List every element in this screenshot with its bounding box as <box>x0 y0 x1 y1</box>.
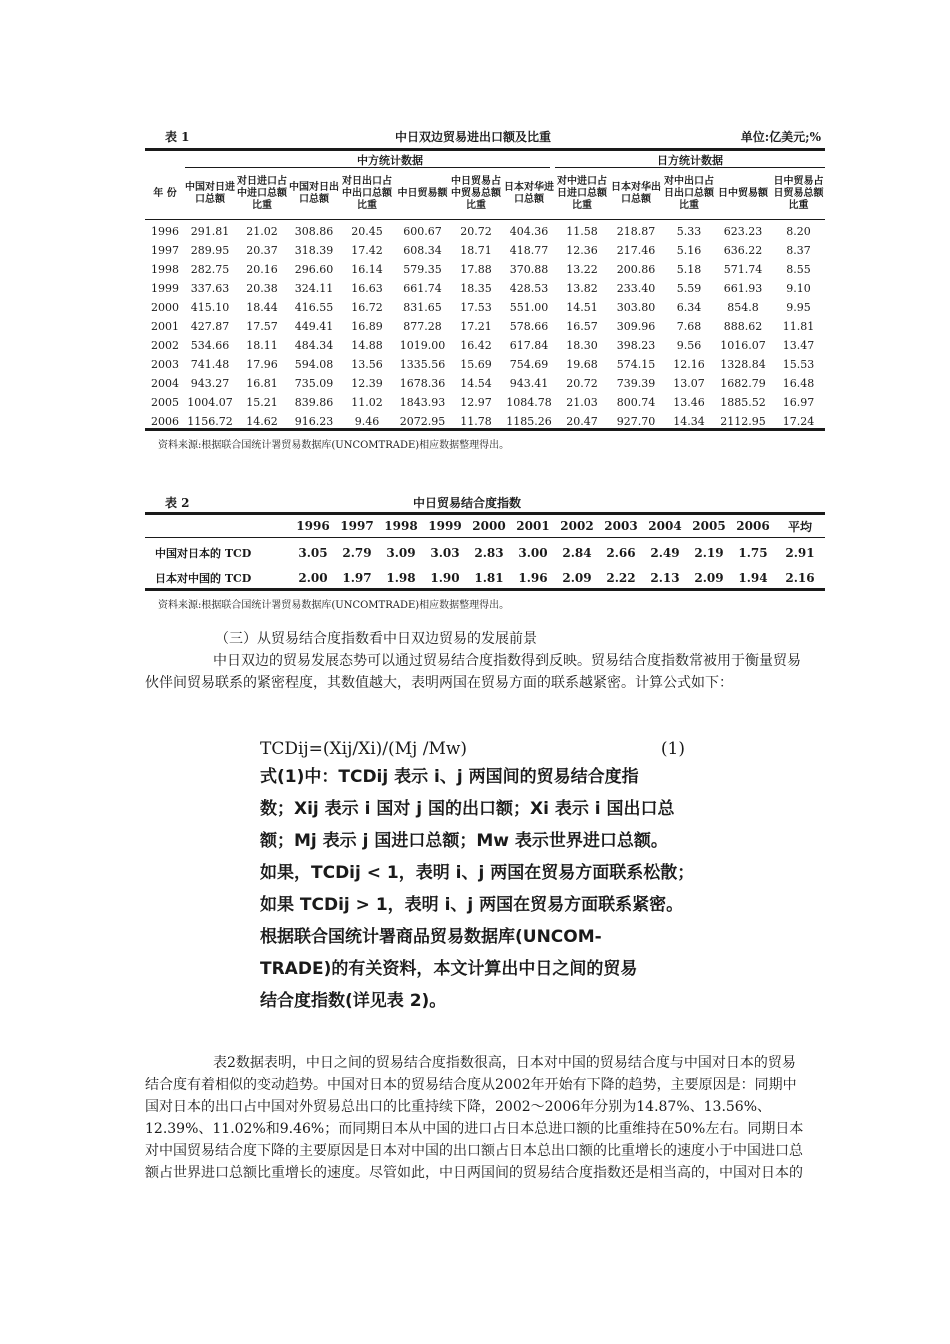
table1-value-cell: 18.30 <box>566 339 598 352</box>
table2-value-cell: 2.13 <box>650 570 680 585</box>
table1-value-cell: 16.14 <box>351 263 383 276</box>
table1-value-cell: 1084.78 <box>506 396 552 409</box>
table1-value-cell: 16.81 <box>246 377 278 390</box>
table1-value-cell: 217.46 <box>616 244 656 257</box>
table1-value-cell: 1019.00 <box>399 339 446 352</box>
table2-value-cell: 1.90 <box>430 570 460 585</box>
table1-value-cell: 415.10 <box>190 301 230 314</box>
table2-value-cell: 1.94 <box>738 570 768 585</box>
table1-value-cell: 594.08 <box>294 358 334 371</box>
table1-value-cell: 1328.84 <box>720 358 766 371</box>
table1-value-cell: 1682.79 <box>720 377 766 390</box>
table1-value-cell: 1843.93 <box>399 396 446 409</box>
formula-text-line: 数；Xij 表示 i 国对 j 国的出口额；Xi 表示 i 国出口总 <box>260 799 675 819</box>
table1-value-cell: 1678.36 <box>399 377 446 390</box>
table1-year-cell: 2006 <box>151 415 179 428</box>
table1-value-cell: 16.97 <box>782 396 815 409</box>
table1-year-cell: 2003 <box>151 358 179 371</box>
table1-value-cell: 636.22 <box>723 244 763 257</box>
table1-value-cell: 218.87 <box>616 225 656 238</box>
table1-group-jp: 日方统计数据 <box>657 154 723 167</box>
table1-value-cell: 428.53 <box>509 282 549 295</box>
table1-value-cell: 5.33 <box>676 225 702 238</box>
table1-value-cell: 11.02 <box>351 396 383 409</box>
table1-header-row <box>145 169 825 219</box>
table1-value-cell: 309.96 <box>616 320 656 333</box>
table1-value-cell: 418.77 <box>509 244 549 257</box>
table1-value-cell: 579.35 <box>403 263 442 276</box>
table2-header-cell: 1997 <box>340 519 374 533</box>
table-row <box>145 260 825 279</box>
table1-value-cell: 741.48 <box>190 358 230 371</box>
table1-value-cell: 9.46 <box>354 415 380 428</box>
table1-value-cell: 8.37 <box>786 244 811 257</box>
table1-value-cell: 574.15 <box>616 358 656 371</box>
formula-text-line: 结合度指数(详见表 2)。 <box>260 991 447 1011</box>
formula-text-line: 如果，TCDij < 1，表明 i、j 两国在贸易方面联系松散； <box>260 863 695 883</box>
table1-value-cell: 18.11 <box>246 339 278 352</box>
table1-value-cell: 17.96 <box>246 358 278 371</box>
table1-value-cell: 12.16 <box>673 358 705 371</box>
table1-value-cell: 19.68 <box>566 358 598 371</box>
table1-value-cell: 17.42 <box>351 244 383 257</box>
table1-value-cell: 1885.52 <box>720 396 766 409</box>
table1-value-cell: 661.74 <box>403 282 442 295</box>
table1-header-cell: 对日进口占中进口总额比重 <box>237 176 287 211</box>
table1-value-cell: 20.45 <box>351 225 383 238</box>
table1-value-cell: 16.72 <box>351 301 383 314</box>
table-row <box>145 317 825 336</box>
table1-value-cell: 608.34 <box>403 244 442 257</box>
table-row <box>145 336 825 355</box>
table1-value-cell: 13.47 <box>782 339 815 352</box>
table1-year-cell: 2004 <box>151 377 179 390</box>
table1-value-cell: 296.60 <box>294 263 334 276</box>
formula-text-line: TRADE)的有关资料，本文计算出中日之间的贸易 <box>260 959 638 979</box>
table1-value-cell: 5.18 <box>676 263 702 276</box>
table1-group-cn-rule <box>185 167 550 168</box>
table1-value-cell: 282.75 <box>190 263 230 276</box>
table1-year-cell: 1999 <box>151 282 179 295</box>
table1-group-cn: 中方统计数据 <box>357 154 423 167</box>
table2-value-cell: 3.03 <box>430 545 460 560</box>
table1-value-cell: 888.62 <box>723 320 763 333</box>
table1-value-cell: 14.54 <box>460 377 492 390</box>
table1-value-cell: 21.02 <box>246 225 278 238</box>
table1-value-cell: 289.95 <box>190 244 230 257</box>
table1-value-cell: 578.66 <box>509 320 549 333</box>
table1-value-cell: 5.59 <box>676 282 702 295</box>
table1-bottom-rule <box>145 428 825 431</box>
table1-title: 中日双边贸易进出口额及比重 <box>395 130 552 144</box>
table2 <box>145 515 825 590</box>
table1-group-jp-rule <box>555 167 825 168</box>
table1-unit: 单位:亿美元;% <box>740 130 821 144</box>
table1-value-cell: 754.69 <box>509 358 549 371</box>
table2-header-cell: 2001 <box>516 519 550 533</box>
table1-value-cell: 318.39 <box>294 244 334 257</box>
table1-value-cell: 17.21 <box>460 320 492 333</box>
table1-value-cell: 337.63 <box>190 282 230 295</box>
table1-value-cell: 11.81 <box>782 320 815 333</box>
table1-value-cell: 9.56 <box>676 339 702 352</box>
table2-bottom-rule <box>145 588 825 591</box>
table1-value-cell: 13.46 <box>673 396 705 409</box>
table1-value-cell: 1016.07 <box>720 339 766 352</box>
table1-year-cell: 1997 <box>151 244 179 257</box>
table1-value-cell: 1185.26 <box>506 415 552 428</box>
table1-value-cell: 14.62 <box>246 415 278 428</box>
table1-value-cell: 21.03 <box>566 396 598 409</box>
table1-value-cell: 308.86 <box>294 225 334 238</box>
table1-value-cell: 12.39 <box>351 377 383 390</box>
table2-header-rule <box>145 537 825 538</box>
table1-value-cell: 20.47 <box>566 415 598 428</box>
table1-header-cell: 中日贸易占中贸易总额比重 <box>451 176 501 211</box>
table1-header-cell: 中国对日出口总额 <box>289 182 339 205</box>
table1-value-cell: 16.48 <box>782 377 815 390</box>
table1-value-cell: 16.63 <box>351 282 383 295</box>
paragraph-2: 表2数据表明，中日之间的贸易结合度指数很高，日本对中国的贸易结合度与中国对日本的贸易结合度有着相似的变动趋势。中国对日本的贸易结合度从2002年开始有下降的趋势，主要原因是：同期中国对日本的出口占中国对外贸易总出口的比重持续下降，2002～2006年分别为14.87%、13.56%、12.39%、11.02%和9.46%；而同期日本从中国的进口占日本总进口额的比重维持在50%左右。同期日本对中国贸易结合度下降的主要原因是日本对中国的出口额占日本总出口额的比重增长的速度小于中国进口总额占世界进口总额比重增长的速度。尽管如此，中日两国间的贸易结合度指数还是相当高的，中国对日本的 <box>145 1055 804 1181</box>
table1-value-cell: 324.11 <box>294 282 334 295</box>
table1-value-cell: 534.66 <box>190 339 230 352</box>
formula-block <box>260 733 695 1017</box>
table1-value-cell: 18.44 <box>246 301 278 314</box>
formula-text-line: 根据联合国统计署商品贸易数据库(UNCOM- <box>260 927 602 947</box>
table1-value-cell: 943.41 <box>509 377 549 390</box>
table2-header-row <box>145 515 825 537</box>
table2-header-cell: 1999 <box>428 519 462 533</box>
table1-year-cell: 1998 <box>151 263 179 276</box>
table1-value-cell: 15.21 <box>246 396 278 409</box>
table1-value-cell: 404.36 <box>509 225 549 238</box>
table2-value-cell: 1.96 <box>518 570 548 585</box>
table2-value-cell: 1.97 <box>342 570 372 585</box>
table1-value-cell: 916.23 <box>294 415 334 428</box>
table1-value-cell: 398.23 <box>616 339 656 352</box>
section-heading: （三）从贸易结合度指数看中日双边贸易的发展前景 <box>215 631 537 647</box>
table-row <box>145 374 825 393</box>
table1-value-cell: 20.16 <box>246 263 278 276</box>
table1-value-cell: 8.55 <box>786 263 811 276</box>
table1-value-cell: 617.84 <box>509 339 549 352</box>
table2-caption <box>145 494 825 510</box>
table2-row-label: 中国对日本的 TCD <box>155 546 252 560</box>
table1-value-cell: 20.38 <box>246 282 278 295</box>
table1-top-rule <box>145 148 825 151</box>
table-row <box>145 565 825 590</box>
table2-value-cell: 1.81 <box>474 570 504 585</box>
table1-value-cell: 18.35 <box>460 282 492 295</box>
table1-value-cell: 20.72 <box>460 225 492 238</box>
table2-header-cell: 2006 <box>736 519 770 533</box>
table2-value-cell: 2.16 <box>785 570 815 585</box>
table1-value-cell: 839.86 <box>294 396 334 409</box>
table2-title: 中日贸易结合度指数 <box>413 496 522 510</box>
table1-value-cell: 370.88 <box>509 263 549 276</box>
table1-year-cell: 2005 <box>151 396 179 409</box>
formula-number: (1) <box>660 739 685 759</box>
table1-value-cell: 739.39 <box>616 377 656 390</box>
table1-value-cell: 20.72 <box>566 377 598 390</box>
table2-header-cell: 2003 <box>604 519 638 533</box>
table1-header-cell: 对中出口占日出口总额比重 <box>664 176 714 211</box>
table1-value-cell: 735.09 <box>294 377 334 390</box>
table1-header-cell: 年 份 <box>153 188 177 199</box>
table2-value-cell: 2.09 <box>562 570 592 585</box>
table1-value-cell: 800.74 <box>616 396 656 409</box>
table-row <box>145 298 825 317</box>
table1-value-cell: 449.41 <box>294 320 334 333</box>
paragraph-1: 中日双边的贸易发展态势可以通过贸易结合度指数得到反映。贸易结合度指数常被用于衡量贸易伙伴间贸易联系的紧密程度，其数值越大，表明两国在贸易方面的联系越紧密。计算公式如下： <box>145 653 801 691</box>
formula-equation-row <box>260 733 685 759</box>
table1-value-cell: 661.93 <box>723 282 763 295</box>
table1-value-cell: 14.88 <box>351 339 383 352</box>
table2-value-cell: 2.79 <box>342 545 372 560</box>
formula-equation: TCDij=(Xij/Xi)/(Mj /Mw) <box>260 739 468 759</box>
table1-header-rule <box>145 219 825 220</box>
table1-value-cell: 15.69 <box>460 358 492 371</box>
table1-value-cell: 854.8 <box>727 301 759 314</box>
table2-value-cell: 2.09 <box>694 570 724 585</box>
table1-value-cell: 1335.56 <box>399 358 446 371</box>
table1-value-cell: 551.00 <box>509 301 549 314</box>
table2-source: 资料来源:根据联合国统计署贸易数据库(UNCOMTRADE)相应数据整理得出。 <box>158 600 510 611</box>
table2-header-cell: 2000 <box>472 519 506 533</box>
table2-value-cell: 2.49 <box>650 545 680 560</box>
table1-header-cell: 中国对日进口总额 <box>185 182 235 205</box>
table1-value-cell: 1156.72 <box>187 415 233 428</box>
table1-label: 表 1 <box>165 130 190 144</box>
table1-value-cell: 16.57 <box>566 320 598 333</box>
table1-value-cell: 13.56 <box>351 358 383 371</box>
table1-value-cell: 2112.95 <box>720 415 766 428</box>
table1-value-cell: 831.65 <box>403 301 442 314</box>
table1-value-cell: 291.81 <box>190 225 230 238</box>
table1-value-cell: 600.67 <box>403 225 442 238</box>
table-row <box>145 241 825 260</box>
table1-value-cell: 11.58 <box>566 225 598 238</box>
table1 <box>145 169 825 431</box>
table-row <box>145 219 825 241</box>
table1-year-cell: 1996 <box>151 225 179 238</box>
table2-value-cell: 2.91 <box>785 545 815 560</box>
table1-value-cell: 9.10 <box>786 282 811 295</box>
table1-value-cell: 13.22 <box>566 263 598 276</box>
table1-header-cell: 对日出口占中出口总额比重 <box>342 176 392 211</box>
table1-value-cell: 943.27 <box>190 377 230 390</box>
table1-year-cell: 2001 <box>151 320 179 333</box>
table1-value-cell: 11.78 <box>460 415 492 428</box>
table1-value-cell: 16.89 <box>351 320 383 333</box>
table1-value-cell: 1004.07 <box>187 396 233 409</box>
table-row <box>145 537 825 565</box>
table2-header-cell: 平均 <box>787 519 812 534</box>
table2-value-cell: 2.84 <box>562 545 592 560</box>
table1-value-cell: 233.40 <box>616 282 656 295</box>
table1-value-cell: 16.42 <box>460 339 492 352</box>
table2-header-cell <box>145 515 291 537</box>
table1-value-cell: 17.57 <box>246 320 278 333</box>
table1-value-cell: 200.86 <box>616 263 656 276</box>
table2-header-cell: 2005 <box>692 519 726 533</box>
table1-value-cell: 427.87 <box>190 320 230 333</box>
table1-header-cell: 日本对华进口总额 <box>504 182 554 205</box>
table2-value-cell: 3.00 <box>518 545 548 560</box>
table1-value-cell: 18.71 <box>460 244 492 257</box>
table1-value-cell: 13.07 <box>673 377 705 390</box>
table-row <box>145 355 825 374</box>
table1-caption <box>145 128 825 146</box>
table1-value-cell: 7.68 <box>676 320 702 333</box>
table2-header-cell: 2004 <box>648 519 682 533</box>
table1-value-cell: 6.34 <box>676 301 702 314</box>
table1-value-cell: 5.16 <box>676 244 702 257</box>
table2-value-cell: 3.05 <box>298 545 328 560</box>
table1-source: 资料来源:根据联合国统计署贸易数据库(UNCOMTRADE)相应数据整理得出。 <box>158 440 510 451</box>
table1-value-cell: 416.55 <box>294 301 334 314</box>
table1-header-cell: 日本对华出口总额 <box>611 182 661 205</box>
table1-year-cell: 2002 <box>151 339 179 352</box>
table1-value-cell: 927.70 <box>616 415 656 428</box>
table2-row-label: 日本对中国的 TCD <box>155 571 252 585</box>
table2-header-cell: 1996 <box>296 519 330 533</box>
table2-header-cell: 1998 <box>384 519 418 533</box>
table1-value-cell: 17.88 <box>460 263 492 276</box>
table1-value-cell: 17.53 <box>460 301 492 314</box>
table2-value-cell: 2.66 <box>606 545 636 560</box>
table1-value-cell: 12.36 <box>566 244 598 257</box>
table2-value-cell: 1.75 <box>738 545 768 560</box>
table1-value-cell: 623.23 <box>723 225 763 238</box>
formula-text-line: 如果 TCDij > 1，表明 i、j 两国在贸易方面联系紧密。 <box>260 895 684 915</box>
table1-value-cell: 484.34 <box>294 339 334 352</box>
table1-value-cell: 14.51 <box>566 301 598 314</box>
table1-value-cell: 303.80 <box>616 301 656 314</box>
table1-value-cell: 13.82 <box>566 282 598 295</box>
table1-value-cell: 8.20 <box>786 225 811 238</box>
table2-value-cell: 2.19 <box>694 545 724 560</box>
table2-header-cell: 2002 <box>560 519 594 533</box>
table2-label: 表 2 <box>165 496 190 510</box>
table1-value-cell: 17.24 <box>782 415 815 428</box>
formula-text-line: 额；Mj 表示 j 国进口总额；Mw 表示世界进口总额。 <box>260 831 668 851</box>
table1-header-cell: 中日贸易额 <box>397 188 448 199</box>
table1-value-cell: 15.53 <box>782 358 815 371</box>
table1-header-cell: 日中贸易占日贸易总额比重 <box>773 176 824 211</box>
table1-year-cell: 2000 <box>151 301 179 314</box>
table2-value-cell: 2.22 <box>606 570 636 585</box>
table2-value-cell: 2.00 <box>298 570 328 585</box>
table1-value-cell: 14.34 <box>673 415 705 428</box>
table1-value-cell: 877.28 <box>403 320 442 333</box>
table-row <box>145 279 825 298</box>
table1-value-cell: 2072.95 <box>399 415 446 428</box>
table1-header-cell: 日中贸易额 <box>718 188 768 199</box>
formula-text-line: 式(1)中：TCDij 表示 i、j 两国间的贸易结合度指 <box>260 767 639 787</box>
table1-header-cell: 对中进口占日进口总额比重 <box>557 176 607 211</box>
table1-value-cell: 571.74 <box>723 263 763 276</box>
table2-value-cell: 2.83 <box>474 545 504 560</box>
table1-value-cell: 20.37 <box>246 244 278 257</box>
table2-value-cell: 3.09 <box>386 545 416 560</box>
table1-value-cell: 9.95 <box>786 301 811 314</box>
table2-value-cell: 1.98 <box>386 570 416 585</box>
table1-value-cell: 12.97 <box>460 396 492 409</box>
table-row <box>145 393 825 412</box>
